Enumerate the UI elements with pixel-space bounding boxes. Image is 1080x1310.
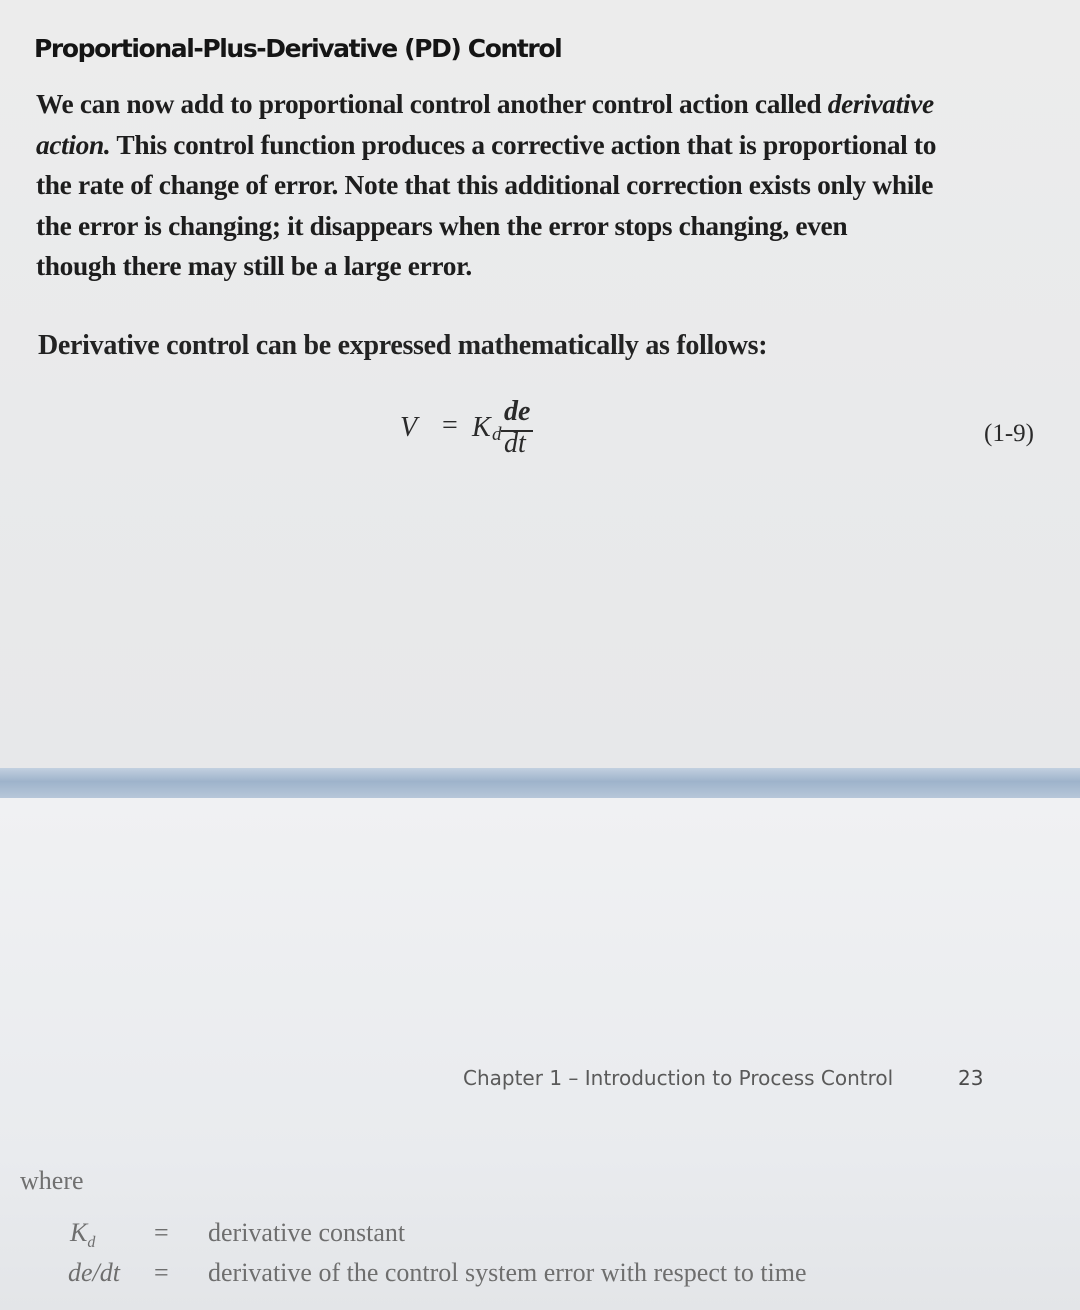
page-divider	[0, 768, 1080, 798]
symbol-subscript: d	[87, 1234, 96, 1252]
where-label: where	[20, 1166, 84, 1195]
footer-chapter-title: Chapter 1 – Introduction to Process Control	[463, 1066, 894, 1090]
definition-row	[0, 1218, 1080, 1252]
equation-number: (1-9)	[984, 420, 1034, 447]
equation-intro: Derivative control can be expressed mathematically as follows:	[38, 330, 768, 361]
paragraph-line: though there may still be a large error.	[36, 251, 472, 281]
definition-row	[0, 1258, 1080, 1292]
paragraph-line	[36, 84, 1056, 125]
symbol-base: K	[70, 1218, 88, 1247]
paragraph-line: the rate of change of error. Note that this additional correction exists only while	[36, 170, 934, 200]
section-heading: Proportional-Plus-Derivative (PD) Control	[34, 34, 562, 63]
line-emphasis: action.	[36, 129, 111, 160]
definition-equals: =	[154, 1218, 169, 1247]
equation-numerator: de	[504, 396, 531, 427]
paragraph-line: the error is changing; it disappears when the error stops changing, even	[36, 210, 848, 241]
definition-symbol	[70, 1218, 95, 1252]
line-text: This control function produces a corrective action that is proportional to	[110, 129, 937, 160]
equation-k-subscript: d	[492, 424, 502, 445]
definition-description: derivative of the control system error with respect to time	[208, 1258, 807, 1287]
definition-symbol: de/dt	[68, 1258, 120, 1287]
equation-lhs: V	[400, 412, 418, 443]
equation-equals: =	[442, 410, 458, 441]
paragraph-line	[36, 125, 1056, 166]
definition-equals: =	[154, 1258, 169, 1287]
footer-page-number: 23	[958, 1066, 984, 1090]
line-emphasis: derivative	[827, 89, 934, 119]
equation-k: K	[472, 412, 491, 443]
definition-description: derivative constant	[208, 1218, 406, 1247]
line-text: We can now add to proportional control another control action called	[36, 89, 828, 119]
body-paragraph	[36, 84, 1056, 287]
equation-denominator: dt	[504, 428, 526, 459]
